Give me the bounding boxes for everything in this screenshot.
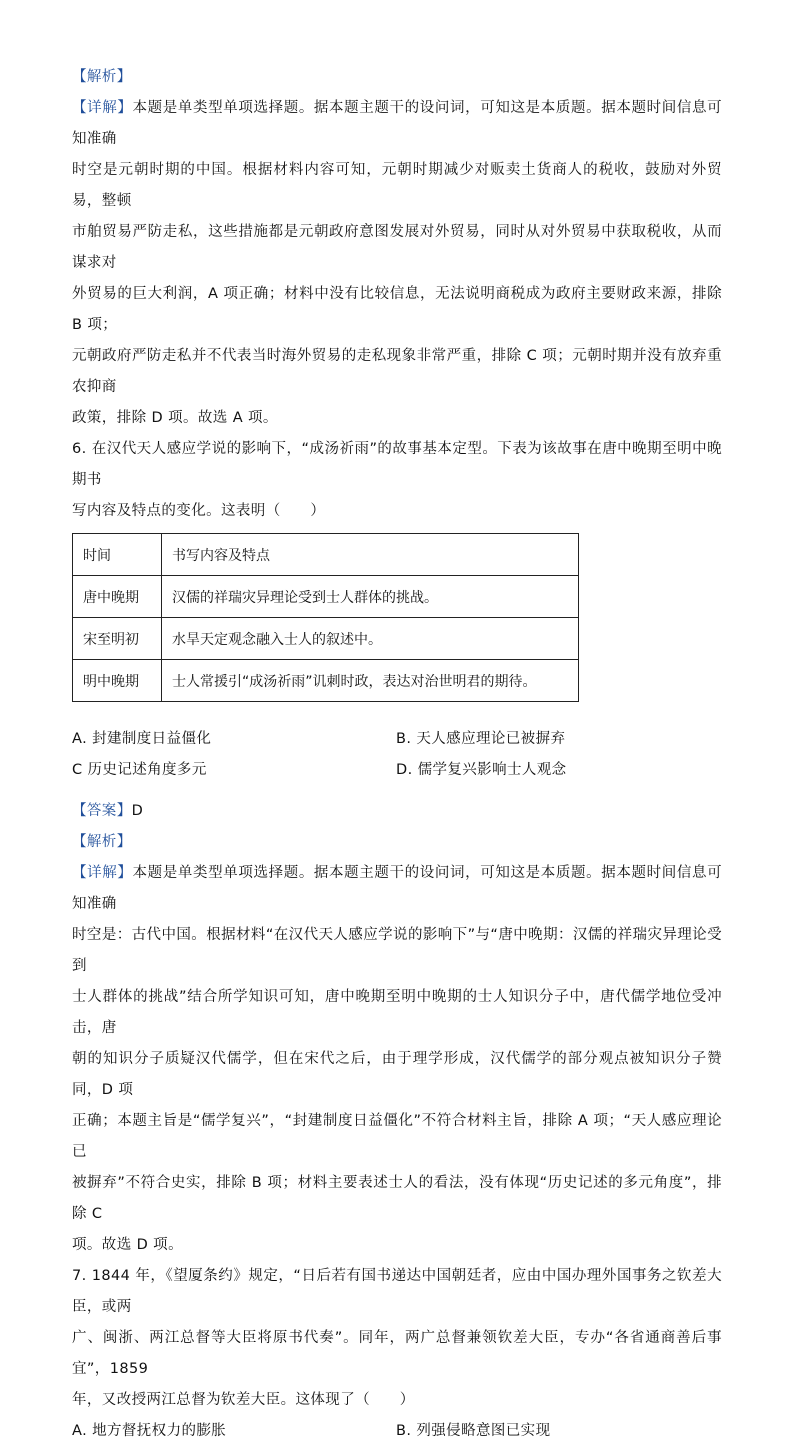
table-header-row — [73, 534, 579, 576]
detail-line: 时空是元朝时期的中国。根据材料内容可知，元朝时期减少对贩卖土货商人的税收，鼓励对外贸易，整顿 — [72, 162, 722, 209]
table-row — [73, 660, 579, 702]
table-row — [73, 618, 579, 660]
document-page — [72, 62, 722, 1447]
question-7-options — [72, 1416, 722, 1447]
detail-line: 正确；本题主旨是“儒学复兴”，“封建制度日益僵化”不符合材料主旨，排除 A 项；“天人感应理论已 — [72, 1113, 722, 1160]
option-b: B. 天人感应理论已被摒弃 — [396, 731, 566, 747]
table-cell: 汉儒的祥瑞灾异理论受到士人群体的挑战。 — [162, 576, 579, 618]
table-cell: 唐中晚期 — [73, 576, 162, 618]
option-c: C 历史记述角度多元 — [72, 762, 207, 778]
question-7-stem: 7. 1844 年，《望厦条约》规定，“日后若有国书递达中国朝廷者，应由中国办理外国事务之钦差大臣，或两 — [72, 1268, 722, 1315]
table-header-cell: 书写内容及特点 — [162, 534, 579, 576]
option-d: D. 儒学复兴影响士人观念 — [396, 762, 567, 778]
detail-line: 【详解】本题是单类型单项选择题。据本题主题干的设问词，可知这是本质题。据本题时间信息可知准确 — [72, 865, 722, 912]
answer-value: D — [131, 803, 144, 819]
table-cell: 水旱天定观念融入士人的叙述中。 — [162, 618, 579, 660]
question-6-options — [72, 724, 722, 786]
detail-line: 【详解】本题是单类型单项选择题。据本题主题干的设问词，可知这是本质题。据本题时间信息可知准确 — [72, 100, 722, 147]
option-a: A. 地方督抚权力的膨胀 — [72, 1423, 227, 1439]
detail-line: 士人群体的挑战”结合所学知识可知，唐中晚期至明中晚期的士人知识分子中，唐代儒学地位受冲击，唐 — [72, 989, 722, 1036]
detail-line: 元朝政府严防走私并不代表当时海外贸易的走私现象非常严重，排除 C 项；元朝时期并没有放弃重农抑商 — [72, 348, 722, 395]
question-6-stem: 6. 在汉代天人感应学说的影响下，“成汤祈雨”的故事基本定型。下表为该故事在唐中晚期至明中晚期书 — [72, 441, 722, 488]
question-6-stem: 写内容及特点的变化。这表明（ ） — [72, 503, 326, 519]
detail-line: 被摒弃”不符合史实，排除 B 项；材料主要表述士人的看法，没有体现“历史记述的多元角度”，排除 C — [72, 1175, 722, 1222]
table-header-cell: 时间 — [73, 534, 162, 576]
analysis-heading: 【解析】 — [72, 69, 132, 85]
option-a: A. 封建制度日益僵化 — [72, 731, 212, 747]
detail-line: 项。故选 D 项。 — [72, 1237, 183, 1253]
table-row — [73, 576, 579, 618]
detail-line: 时空是：古代中国。根据材料“在汉代天人感应学说的影响下”与“唐中晚期：汉儒的祥瑞灾异理论受到 — [72, 927, 722, 974]
detail-line: 朝的知识分子质疑汉代儒学，但在宋代之后，由于理学形成，汉代儒学的部分观点被知识分子赞同，D 项 — [72, 1051, 722, 1098]
question-7-stem: 广、闽浙、两江总督等大臣将原书代奏”。同年，两广总督兼领钦差大臣，专办“各省通商善后事宜”，1859 — [72, 1330, 722, 1377]
question-7-stem: 年，又改授两江总督为钦差大臣。这体现了（ ） — [72, 1392, 415, 1408]
table-cell: 宋至明初 — [73, 618, 162, 660]
detail-line: 外贸易的巨大利润，A 项正确；材料中没有比较信息，无法说明商税成为政府主要财政来源，排除 B 项； — [72, 286, 722, 333]
table-cell: 明中晚期 — [73, 660, 162, 702]
answer-line: 【答案】D — [72, 803, 144, 819]
analysis-heading: 【解析】 — [72, 834, 132, 850]
detail-line: 政策，排除 D 项。故选 A 项。 — [72, 410, 278, 426]
table-cell: 士人常援引“成汤祈雨”讥刺时政，表达对治世明君的期待。 — [162, 660, 579, 702]
question-6-table — [72, 533, 579, 702]
option-b: B. 列强侵略意图已实现 — [396, 1423, 551, 1439]
detail-line: 市舶贸易严防走私，这些措施都是元朝政府意图发展对外贸易，同时从对外贸易中获取税收，从而谋求对 — [72, 224, 722, 271]
